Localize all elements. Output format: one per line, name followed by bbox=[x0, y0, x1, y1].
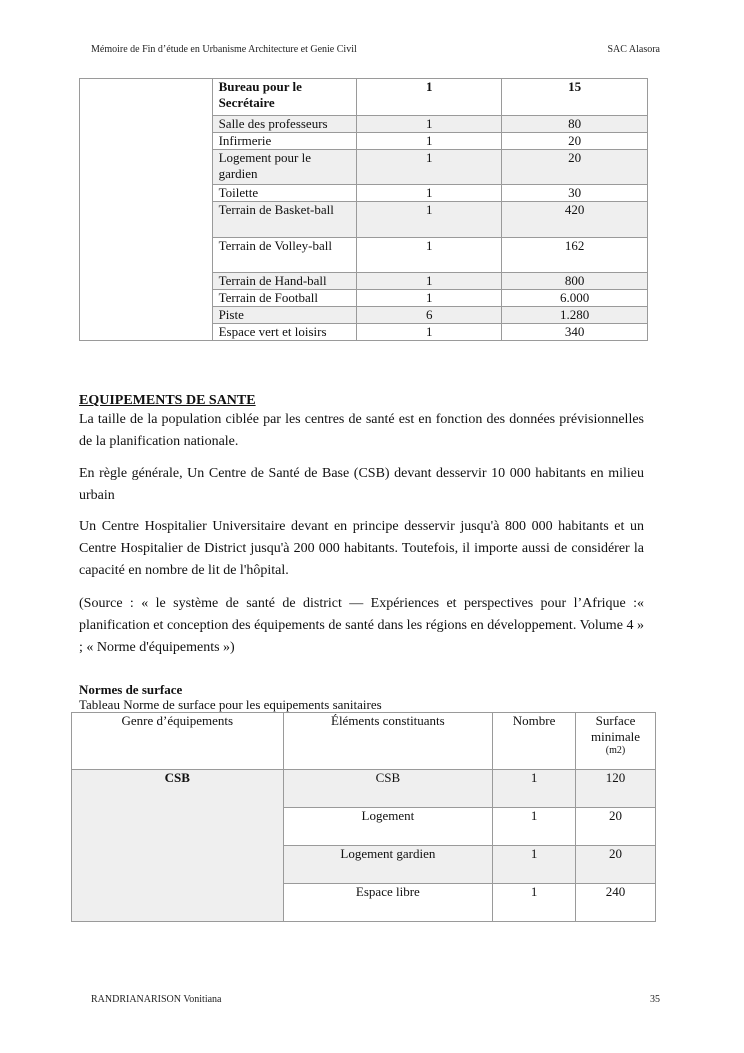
footer-author: RANDRIANARISON Vonitiana bbox=[91, 994, 222, 1005]
paragraph-csb: En règle générale, Un Centre de Santé de Base (CSB) devant desservir 10 000 habitants en milieu urbain bbox=[79, 466, 644, 503]
nombre-cell: 1 bbox=[357, 290, 502, 307]
element-cell: Espace libre bbox=[283, 884, 493, 922]
nombre-cell: 1 bbox=[357, 238, 502, 273]
element-cell: Logement gardien bbox=[283, 846, 493, 884]
paragraph-population: La taille de la population ciblée par les centres de santé est en fonction des données prévisionnelles de la planification nationale. bbox=[79, 412, 644, 449]
nombre-cell: 1 bbox=[493, 884, 576, 922]
element-cell: CSB bbox=[283, 770, 493, 808]
surface-cell: 1.280 bbox=[502, 307, 648, 324]
nombre-cell: 1 bbox=[357, 324, 502, 341]
header-title: Mémoire de Fin d’étude en Urbanisme Architecture et Genie Civil bbox=[91, 44, 357, 55]
header-elements: Éléments constituants bbox=[283, 713, 493, 770]
header-surface-unit: (m2) bbox=[605, 745, 626, 756]
nombre-cell: 1 bbox=[357, 185, 502, 202]
element-cell: Toilette bbox=[212, 185, 357, 202]
element-cell: Logement bbox=[283, 808, 493, 846]
element-cell: Infirmerie bbox=[212, 133, 357, 150]
nombre-cell: 1 bbox=[357, 79, 502, 116]
surface-cell: 800 bbox=[502, 273, 648, 290]
nombre-cell: 1 bbox=[357, 202, 502, 238]
surface-cell: 240 bbox=[576, 884, 656, 922]
genre-cell: CSB bbox=[72, 770, 284, 922]
element-cell: Terrain de Volley-ball bbox=[212, 238, 357, 273]
paragraph-chu: Un Centre Hospitalier Universitaire devant en principe desservir jusqu'à 800 000 habitants et un Centre Hospitalier de District jusqu'à 200 000 habitants. Toutefois, il importe aussi de considérer la capacité en nombre de lit de l'hôpital. bbox=[79, 519, 644, 578]
surface-cell: 20 bbox=[502, 133, 648, 150]
equipment-table bbox=[79, 78, 648, 341]
surface-cell: 80 bbox=[502, 116, 648, 133]
nombre-cell: 1 bbox=[357, 116, 502, 133]
header-surface-label: Surface minimale bbox=[590, 713, 641, 744]
element-cell: Espace vert et loisirs bbox=[212, 324, 357, 341]
surface-cell: 340 bbox=[502, 324, 648, 341]
surface-cell: 420 bbox=[502, 202, 648, 238]
header-nombre: Nombre bbox=[493, 713, 576, 770]
normes-table bbox=[71, 712, 656, 922]
surface-cell: 20 bbox=[576, 846, 656, 884]
table-caption: Tableau Norme de surface pour les equipements sanitaires bbox=[79, 697, 382, 712]
normes-title: Normes de surface bbox=[79, 682, 183, 697]
nombre-cell: 1 bbox=[493, 808, 576, 846]
empty-group-cell bbox=[80, 79, 213, 341]
element-cell: Terrain de Football bbox=[212, 290, 357, 307]
table-row bbox=[80, 79, 648, 116]
surface-cell: 30 bbox=[502, 185, 648, 202]
table-row bbox=[72, 770, 656, 808]
table-header-row bbox=[72, 713, 656, 770]
element-cell: Terrain de Basket-ball bbox=[212, 202, 357, 238]
nombre-cell: 1 bbox=[357, 133, 502, 150]
header-project: SAC Alasora bbox=[607, 44, 660, 55]
header-genre: Genre d’équipements bbox=[72, 713, 284, 770]
nombre-cell: 1 bbox=[357, 150, 502, 185]
surface-cell: 6.000 bbox=[502, 290, 648, 307]
surface-cell: 20 bbox=[576, 808, 656, 846]
element-cell: Salle des professeurs bbox=[212, 116, 357, 133]
nombre-cell: 1 bbox=[357, 273, 502, 290]
nombre-cell: 1 bbox=[493, 770, 576, 808]
surface-cell: 15 bbox=[502, 79, 648, 116]
header-surface bbox=[576, 713, 656, 770]
paragraph-source: (Source : « le système de santé de district — Expériences et perspectives pour l’Afrique :« planification et conception des équipements de santé dans les régions en développement. Volume 4 » ; « Norme d'équipements ») bbox=[79, 596, 644, 655]
page-number: 35 bbox=[650, 994, 660, 1005]
element-cell: Terrain de Hand-ball bbox=[212, 273, 357, 290]
section-title: EQUIPEMENTS DE SANTE bbox=[79, 393, 256, 408]
surface-cell: 120 bbox=[576, 770, 656, 808]
surface-cell: 162 bbox=[502, 238, 648, 273]
element-cell: Logement pour le gardien bbox=[212, 150, 357, 185]
element-cell: Piste bbox=[212, 307, 357, 324]
element-cell: Bureau pour le Secrétaire bbox=[212, 79, 357, 116]
nombre-cell: 1 bbox=[493, 846, 576, 884]
nombre-cell: 6 bbox=[357, 307, 502, 324]
surface-cell: 20 bbox=[502, 150, 648, 185]
